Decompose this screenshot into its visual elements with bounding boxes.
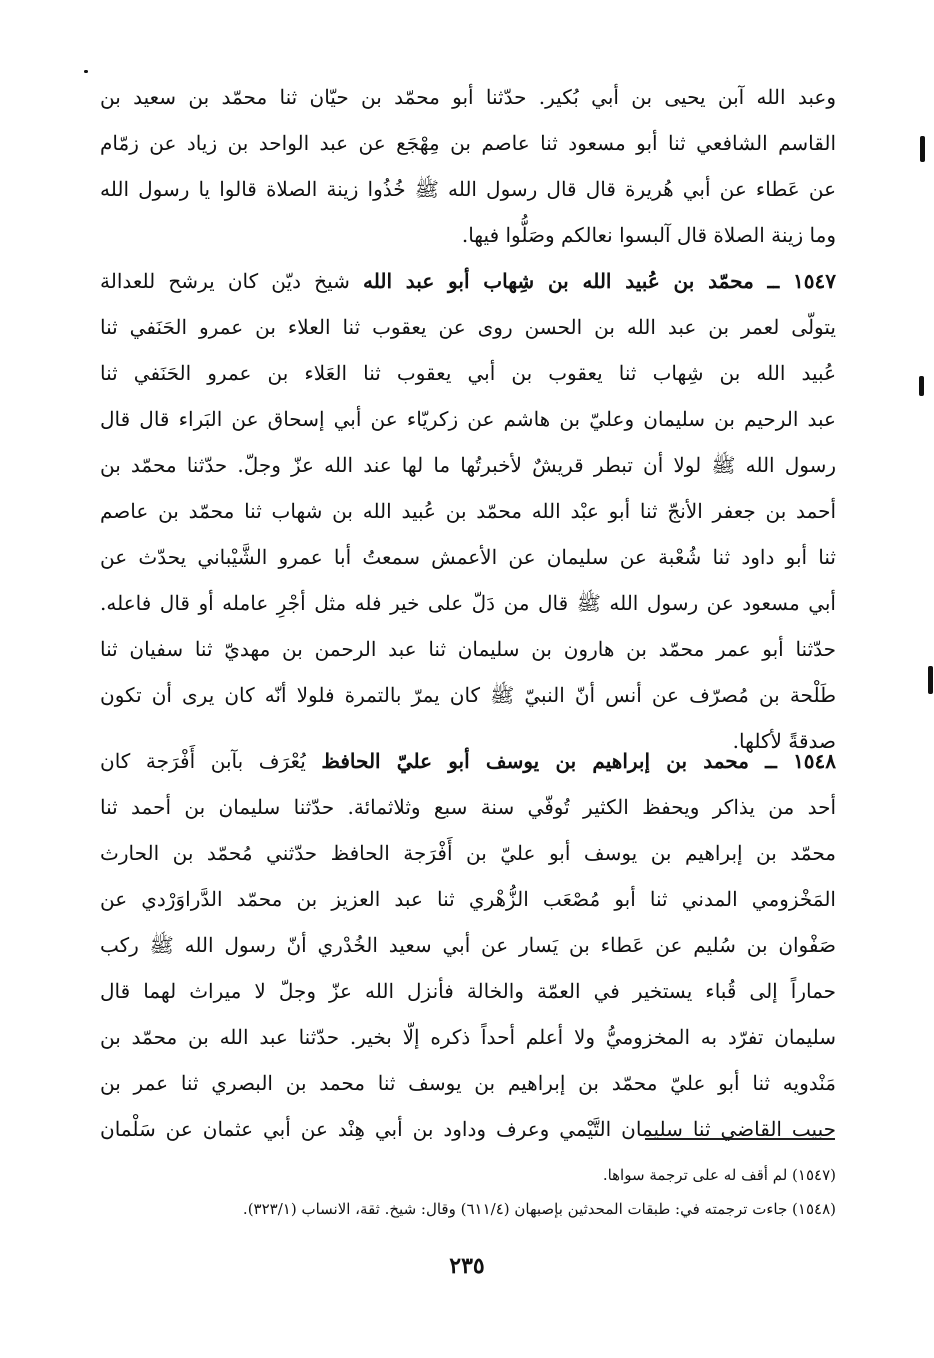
entry-title: ١٥٤٨ ــ محمد بن إبراهيم بن يوسف أبو عليّ الحافظ <box>321 749 836 773</box>
margin-ink-mark <box>84 70 88 73</box>
margin-ink-mark <box>919 376 924 396</box>
entry-heading <box>100 258 836 304</box>
text-line: ثنا أبو داود ثنا شُعْبة عن سليمان عن الأعمش سمعتُ أبا عمرو الشَّيْباني يحدّث عن <box>100 545 836 569</box>
margin-ink-mark <box>920 136 925 162</box>
continued-paragraph <box>100 74 836 258</box>
text-line: صدقةً لأكلها. <box>732 729 836 753</box>
text-line: المَخْزومي المدني ثنا أبو مُصْعَب الزُّهْري ثنا عبد العزيز بن محمّد الدَّراوَرْدي عن <box>100 887 836 911</box>
entry-heading <box>100 738 836 784</box>
footnotes <box>120 1158 836 1226</box>
text-line: حماراً إلى قُباء يستخير في العمّة والخالة فأنزل الله عزّ وجلّ لا ميراث لهما قال <box>100 979 836 1003</box>
text-line: أحمد بن جعفر الأنجّ ثنا أبو عبْد الله محمّد بن عُبيد الله بن شهاب ثنا محمّد بن عاصم <box>100 499 836 523</box>
text-line: عن عَطاء عن أبي هُريرة قال قال رسول الله ﷺ خُذُوا زينة الصلاة قالوا يا رسول الله <box>100 177 836 201</box>
footnote-1547: (١٥٤٧) لم أقف له على ترجمة سواها. <box>602 1166 836 1184</box>
text-line: أحد من يذاكر ويحفظ الكثير تُوفّي سنة سبع وثلاثمائة. حدّثنا سليمان بن أحمد ثنا <box>100 795 836 819</box>
text-line: عبد الرحيم بن سليمان وعليّ بن هاشم عن زكريّاء عن أبي إسحاق عن البَراء قال قال <box>100 407 836 431</box>
text-line: صَفْوان بن سُليم عن عَطاء بن يَسار عن أبي سعيد الخُدْري أنّ رسول الله ﷺ ركب <box>100 933 836 957</box>
entry-1547 <box>100 258 836 764</box>
entry-heading-rest: يُعْرَف بآبن أَفْرَجة كان <box>100 749 306 773</box>
text-line: يتولّى لعمر بن عبد الله بن الحسن روى عن يعقوب ثنا العلاء بن عمرو الحَنَفي ثنا <box>100 315 836 339</box>
text-line: وعبد الله آبن يحيى بن أبي بُكير. حدّثنا أبو محمّد بن حيّان ثنا محمّد بن سعيد بن <box>100 85 836 109</box>
entry-title: ١٥٤٧ ــ محمّد بن عُبيد الله بن شِهاب أبو عبد الله <box>363 269 836 293</box>
text-line: مَنْدويه ثنا أبو عليّ محمّد بن إبراهيم بن يوسف ثنا محمد بن البصري ثنا عمر بن <box>100 1071 836 1095</box>
text-line: طَلْحة بن مُصرّف عن أنس أنّ النبيّ ﷺ كان يمرّ بالتمرة فلولا أنّه كان يرى أن تكون <box>100 683 836 707</box>
text-line: القاسم الشافعي ثنا أبو مسعود ثنا عاصم بن مِهْجَع عن عبد الواحد بن زياد عن زمّام <box>100 131 836 155</box>
text-line: محمّد بن إبراهيم بن يوسف أبو عليّ بن أَفْرَجة الحافظ حدّثني مُحمّد بن الحارث <box>100 841 836 865</box>
text-line: حدّثنا أبو عمر محمّد بن هارون بن سليمان ثنا عبد الرحمن بن مهديّ ثنا سفيان ثنا <box>100 637 836 661</box>
text-line: سليمان تفرّد به المخزوميُّ ولا أعلم أحداً ذكره إلّا بخير. حدّثنا عبد الله بن محمّد بن <box>100 1025 836 1049</box>
footnote-1548: (١٥٤٨) جاءت ترجمته في: طبقات المحدثين بإصبهان (٦١١/٤) وقال: شيخ. ثقة، الانساب (٣٢٣/١). <box>242 1200 836 1218</box>
text-line: أبي مسعود عن رسول الله ﷺ قال من دَلّ على خير فله مثل أجْرِ عامله أو قال فاعله. <box>100 591 836 615</box>
text-line: عُبيد الله بن شِهاب ثنا يعقوب بن أبي يعقوب ثنا العَلاء بن عمرو الحَنَفي ثنا <box>100 361 836 385</box>
entry-heading-rest: شيخ ديّن كان يرشح للعدالة <box>100 269 350 293</box>
text-line: رسول الله ﷺ لولا أن تبطر قريشٌ لأخبرتُها ما لها عند الله عزّ وجلّ. حدّثنا محمّد بن <box>100 453 836 477</box>
text-line: حبيب القاضي ثنا سليمان التَّيْمي وعرف وداود بن أبي هِنْد عن أبي عثمان عن سَلْمان <box>100 1117 836 1141</box>
text-line: وما زينة الصلاة قال آلبسوا نعالكم وصَلُّوا فيها. <box>461 223 836 247</box>
footnote-divider <box>645 1138 835 1140</box>
page-number: ٢٣٥ <box>449 1253 485 1279</box>
margin-ink-mark <box>928 666 933 694</box>
entry-1548 <box>100 738 836 1152</box>
